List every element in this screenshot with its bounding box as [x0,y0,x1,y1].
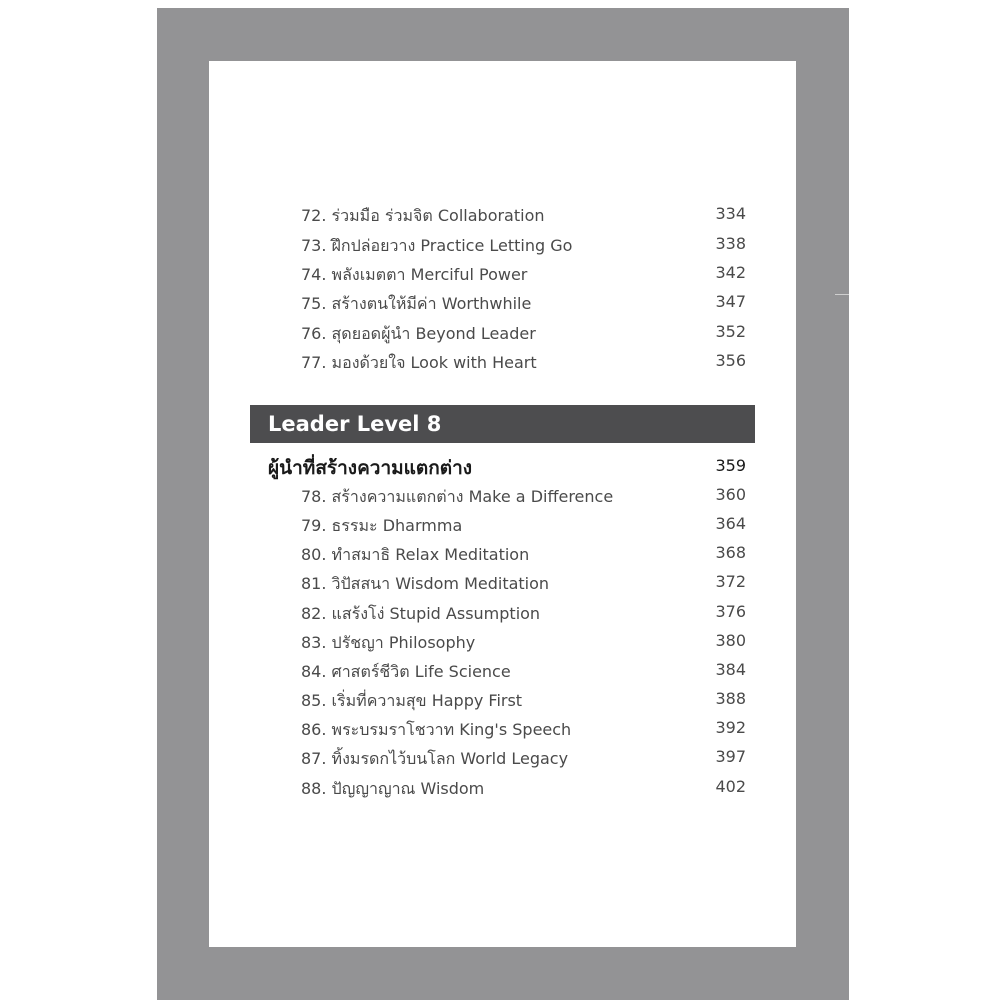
toc-entry-page: 368 [715,543,746,562]
level-header-title: Leader Level 8 [268,412,442,436]
toc-entry-page: 338 [715,234,746,253]
toc-page [209,61,796,947]
section-title: ผู้นำที่สร้างความแตกต่าง [268,457,473,479]
toc-entry-title: 76. สุดยอดผู้นำ Beyond Leader [301,324,536,343]
toc-entry-page: 380 [715,631,746,650]
toc-entry-title: 78. สร้างความแตกต่าง Make a Difference [301,487,614,506]
toc-entry [209,715,796,743]
toc-entry-page: 392 [715,718,746,737]
toc-entry [209,599,796,627]
toc-entry [209,569,796,597]
toc-entry [209,201,796,229]
toc-entry [209,686,796,714]
toc-entry-title: 83. ปรัชญา Philosophy [301,633,476,652]
section-page-number: 359 [715,456,746,475]
toc-entry-title: 81. วิปัสสนา Wisdom Meditation [301,574,550,593]
section-heading [209,451,796,481]
toc-entry [209,628,796,656]
toc-entry-page: 376 [715,602,746,621]
toc-entry [209,289,796,317]
toc-entry-title: 85. เริ่มที่ความสุข Happy First [301,691,523,710]
toc-entry-page: 360 [715,485,746,504]
toc-entry-page: 397 [715,747,746,766]
toc-entry [209,540,796,568]
toc-entry [209,231,796,259]
toc-entry [209,744,796,772]
toc-entry [209,260,796,288]
toc-entry-page: 402 [715,777,746,796]
toc-entry-page: 347 [715,292,746,311]
toc-entry-title: 87. ทิ้งมรดกไว้บนโลก World Legacy [301,749,569,768]
toc-entry-title: 77. มองด้วยใจ Look with Heart [301,353,537,372]
toc-entry-page: 352 [715,322,746,341]
toc-entry-page: 334 [715,204,746,223]
toc-entry-title: 86. พระบรมราโชวาท King's Speech [301,720,572,739]
toc-entry [209,319,796,347]
toc-entry-title: 73. ฝึกปล่อยวาง Practice Letting Go [301,236,573,255]
toc-entry-page: 356 [715,351,746,370]
toc-entry-title: 84. ศาสตร์ชีวิต Life Science [301,662,511,681]
toc-entry [209,774,796,802]
toc-entry-title: 80. ทำสมาธิ Relax Meditation [301,545,530,564]
toc-entry-page: 384 [715,660,746,679]
level-header-bar [250,405,755,443]
toc-entry-title: 72. ร่วมมือ ร่วมจิต Collaboration [301,206,545,225]
toc-entry [209,511,796,539]
toc-entry-title: 74. พลังเมตตา Merciful Power [301,265,528,284]
toc-entry-title: 75. สร้างตนให้มีค่า Worthwhile [301,294,532,313]
toc-entry [209,482,796,510]
toc-entry [209,348,796,376]
toc-entry-page: 372 [715,572,746,591]
toc-entry-page: 342 [715,263,746,282]
toc-entry-title: 88. ปัญญาญาณ Wisdom [301,779,485,798]
toc-entry-page: 388 [715,689,746,708]
toc-entry-page: 364 [715,514,746,533]
toc-entry [209,657,796,685]
divider-mark [835,294,849,295]
toc-entry-title: 82. แสร้งโง่ Stupid Assumption [301,604,541,623]
toc-entry-title: 79. ธรรมะ Dharmma [301,516,463,535]
